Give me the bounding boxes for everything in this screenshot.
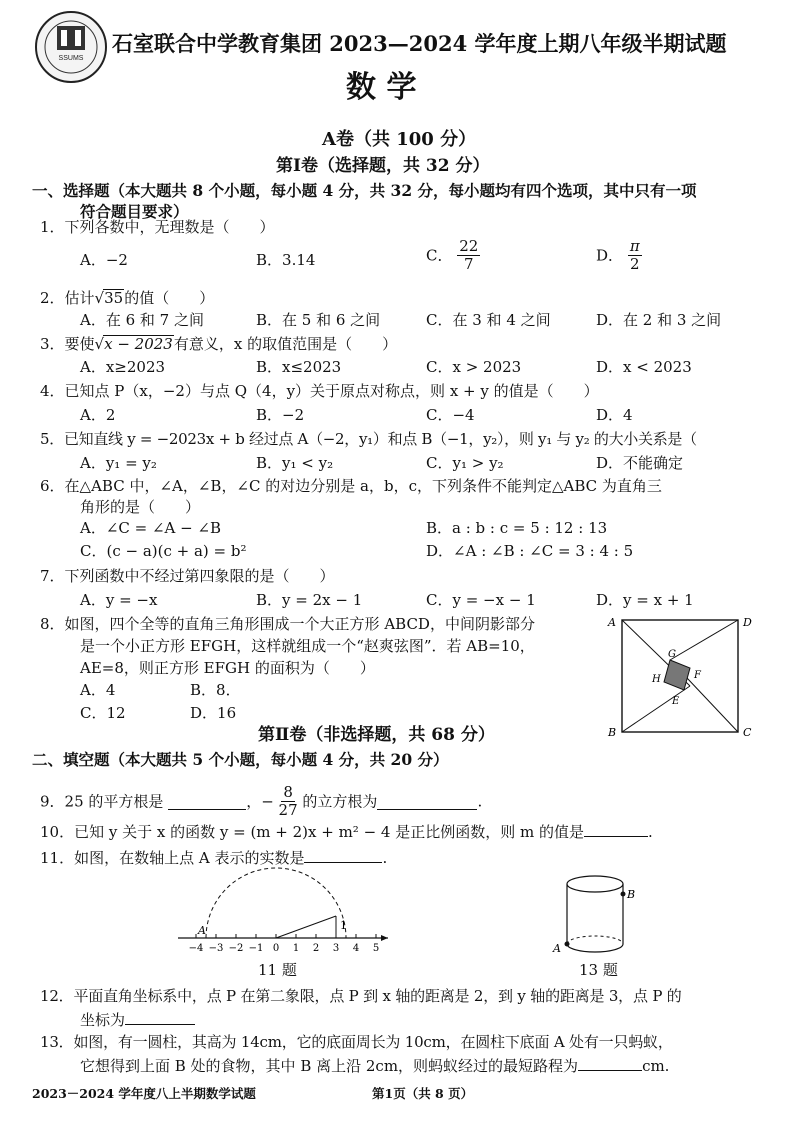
fig11-tick-label: 5 xyxy=(372,943,380,954)
fig8-label-c: C xyxy=(743,726,752,739)
q8-stem-line1: 8．如图，四个全等的直角三角形围成一个大正方形 ABCD，中间阴影部分 xyxy=(40,615,535,633)
q2-option-b: B．在 5 和 6 之间 xyxy=(256,311,381,329)
fig11-tick-label: −2 xyxy=(228,943,244,954)
q13-blank xyxy=(578,1054,642,1071)
q1-option-d-label: D． xyxy=(596,246,624,265)
q3-radicand: x − 2023 xyxy=(104,335,173,353)
q5-stem: 5．已知直线 y = −2023x + b 经过点 A（−2，y₁）和点 B（−1，y₂），则 y₁ 与 y₂ 的大小关系是（ xyxy=(40,430,697,448)
fig8-label-b: B xyxy=(608,726,617,739)
fig8-label-h: H xyxy=(652,674,661,685)
q9-denominator: 27 xyxy=(278,801,298,819)
q2-option-a: A．在 6 和 7 之间 xyxy=(80,311,204,329)
q2-stem: 2．估计√35的值（ ） xyxy=(40,289,215,307)
q3-option-b: B．x≤2023 xyxy=(256,358,342,376)
q1-d-denominator: 2 xyxy=(629,255,640,273)
part2-title: 第Ⅱ卷（非选择题，共 68 分） xyxy=(258,725,495,745)
q7-option-b: B．y = 2x − 1 xyxy=(256,591,363,609)
q3-option-d: D．x < 2023 xyxy=(596,358,692,376)
fig11-tick-label: 0 xyxy=(272,943,280,954)
q3-stem: 3．要使√x − 2023有意义，x 的取值范围是（ ） xyxy=(40,335,398,353)
q10-line: 10．已知 y 关于 x 的函数 y = (m + 2)x + m² − 4 是正比例函数，则 m 的值是 . xyxy=(40,820,653,842)
q8-option-a: A．4 xyxy=(80,681,116,699)
fig11-tick-label: 2 xyxy=(312,943,320,954)
figure-cylinder xyxy=(545,872,645,984)
fig11-caption: 11 题 xyxy=(258,961,297,979)
fig11-tick-label: −1 xyxy=(248,943,264,954)
q1-stem: 1．下列各数中，无理数是（ ） xyxy=(40,218,275,236)
fig11-tick-label: 1 xyxy=(292,943,300,954)
q1-c-denominator: 7 xyxy=(464,255,474,273)
q7-option-d: D．y = x + 1 xyxy=(596,591,694,609)
q1-option-a: A．−2 xyxy=(80,251,128,269)
q7-option-a: A．y = −x xyxy=(80,591,158,609)
fig8-label-f: F xyxy=(694,670,701,681)
q1-option-d xyxy=(596,238,642,273)
q12-line2: 坐标为 xyxy=(80,1008,195,1030)
q8-stem-line3: AE=8，则正方形 EFGH 的面积为（ ） xyxy=(80,659,375,677)
fig13-caption: 13 题 xyxy=(579,961,618,979)
q5-option-a: A．y₁ = y₂ xyxy=(80,454,157,472)
footer-left: 2023－2024 学年度八上半期数学试题 xyxy=(32,1086,256,1101)
fig8-label-a: A xyxy=(608,616,616,629)
q12-line1: 12．平面直角坐标系中，点 P 在第二象限，点 P 到 x 轴的距离是 2，到 y 轴的距离是 3，点 P 的 xyxy=(40,987,682,1005)
q3-option-a: A．x≥2023 xyxy=(80,358,166,376)
section1-heading-line2: 符合题目要求） xyxy=(80,202,189,221)
q2-radicand: 35 xyxy=(104,289,124,307)
q9-numerator: 8 xyxy=(283,783,293,801)
fig8-label-d: D xyxy=(743,616,752,629)
q13-line1: 13．如图，有一圆柱，其高为 14cm，它的底面周长为 10cm，在圆柱下底面 A 处有一只蚂蚁， xyxy=(40,1033,673,1051)
section1-heading-line1: 一、选择题（本大题共 8 个小题，每小题 4 分，共 32 分，每小题均有四个选项，其中只有一项 xyxy=(32,181,697,200)
fig8-label-g: G xyxy=(668,649,676,660)
q2-option-c: C．在 3 和 4 之间 xyxy=(426,311,551,329)
q5-option-c: C．y₁ > y₂ xyxy=(426,454,504,472)
fig11-tick-label: 3 xyxy=(332,943,340,954)
q6-stem-line2: 角形的是（ ） xyxy=(80,498,201,516)
q7-stem: 7．下列函数中不经过第四象限的是（ ） xyxy=(40,567,335,585)
q13-line2: 它想得到上面 B 处的食物，其中 B 离上沿 2cm，则蚂蚁经过的最短路程为 cm. xyxy=(80,1054,669,1076)
q1-option-b: B．3.14 xyxy=(256,251,316,269)
fig11-tick-label: −3 xyxy=(208,943,224,954)
q3-option-c: C．x > 2023 xyxy=(426,358,522,376)
q9-blank-2 xyxy=(377,793,477,810)
subject-title: 数 学 xyxy=(346,70,417,105)
q4-option-c: C．−4 xyxy=(426,406,475,424)
q10-blank xyxy=(584,820,648,837)
q12-blank xyxy=(125,1008,195,1025)
q5-option-b: B．y₁ < y₂ xyxy=(256,454,334,472)
fig11-tick-label: −4 xyxy=(188,943,204,954)
q8-option-d: D．16 xyxy=(190,704,237,722)
q6-stem-line1: 6．在△ABC 中，∠A，∠B，∠C 的对边分别是 a，b，c，下列条件不能判定△ABC 为直角三 xyxy=(40,477,662,495)
fig8-label-e: E xyxy=(672,696,680,707)
q11-blank xyxy=(304,846,382,863)
q1-d-numerator: π xyxy=(629,237,640,255)
fig11-height-label: 1 xyxy=(340,919,347,932)
q6-option-b: B．a : b : c = 5 : 12 : 13 xyxy=(426,519,608,537)
section2-heading: 二、填空题（本大题共 5 个小题，每小题 4 分，共 20 分） xyxy=(32,750,449,769)
figure-number-line xyxy=(170,866,400,984)
fig13-label-a: A xyxy=(553,942,561,955)
q9-blank-1 xyxy=(168,793,246,810)
figure-zhao-shuang-diagram xyxy=(600,610,760,740)
q1-option-c-label: C． xyxy=(426,246,453,265)
q1-c-numerator: 22 xyxy=(459,237,479,255)
q5-option-d: D．不能确定 xyxy=(596,454,684,472)
q6-option-c: C．(c − a)(c + a) = b² xyxy=(80,542,247,560)
q8-option-c: C．12 xyxy=(80,704,126,722)
fig13-label-b: B xyxy=(627,888,636,901)
q6-option-a: A．∠C = ∠A − ∠B xyxy=(80,519,222,537)
q8-stem-line2: 是一个小正方形 EFGH，这样就组成一个“赵爽弦图”．若 AB=10， xyxy=(80,637,535,655)
q9-line: 9．25 的平方根是 ，− $\frac{8}{27}$ 的立方根为 . xyxy=(40,783,483,819)
school-seal xyxy=(34,10,108,84)
part1-title: 第Ⅰ卷（选择题，共 32 分） xyxy=(276,156,490,176)
q4-option-a: A．2 xyxy=(80,406,116,424)
q4-option-b: B．−2 xyxy=(256,406,305,424)
fig11-tick-label: 4 xyxy=(352,943,360,954)
footer-page-number: 第1页（共 8 页） xyxy=(372,1086,474,1101)
exam-title: 石室联合中学教育集团 2023—2024 学年度上期八年级半期试题 xyxy=(112,31,727,56)
q8-option-b: B．8． xyxy=(190,681,241,699)
number-line-svg xyxy=(170,866,400,956)
fig11-point-a: A xyxy=(198,924,206,937)
q7-option-c: C．y = −x − 1 xyxy=(426,591,536,609)
seal-text: SSUMS xyxy=(58,55,84,62)
q6-option-d: D．∠A : ∠B : ∠C = 3 : 4 : 5 xyxy=(426,542,634,560)
q2-option-d: D．在 2 和 3 之间 xyxy=(596,311,722,329)
q11-line: 11．如图，在数轴上点 A 表示的实数是 . xyxy=(40,846,387,868)
q4-option-d: D．4 xyxy=(596,406,633,424)
q4-stem: 4．已知点 P（x，−2）与点 Q（4，y）关于原点对称点，则 x + y 的值是（ ） xyxy=(40,382,599,400)
q1-option-c xyxy=(426,238,480,273)
volume-a-title: A卷（共 100 分） xyxy=(322,129,477,150)
